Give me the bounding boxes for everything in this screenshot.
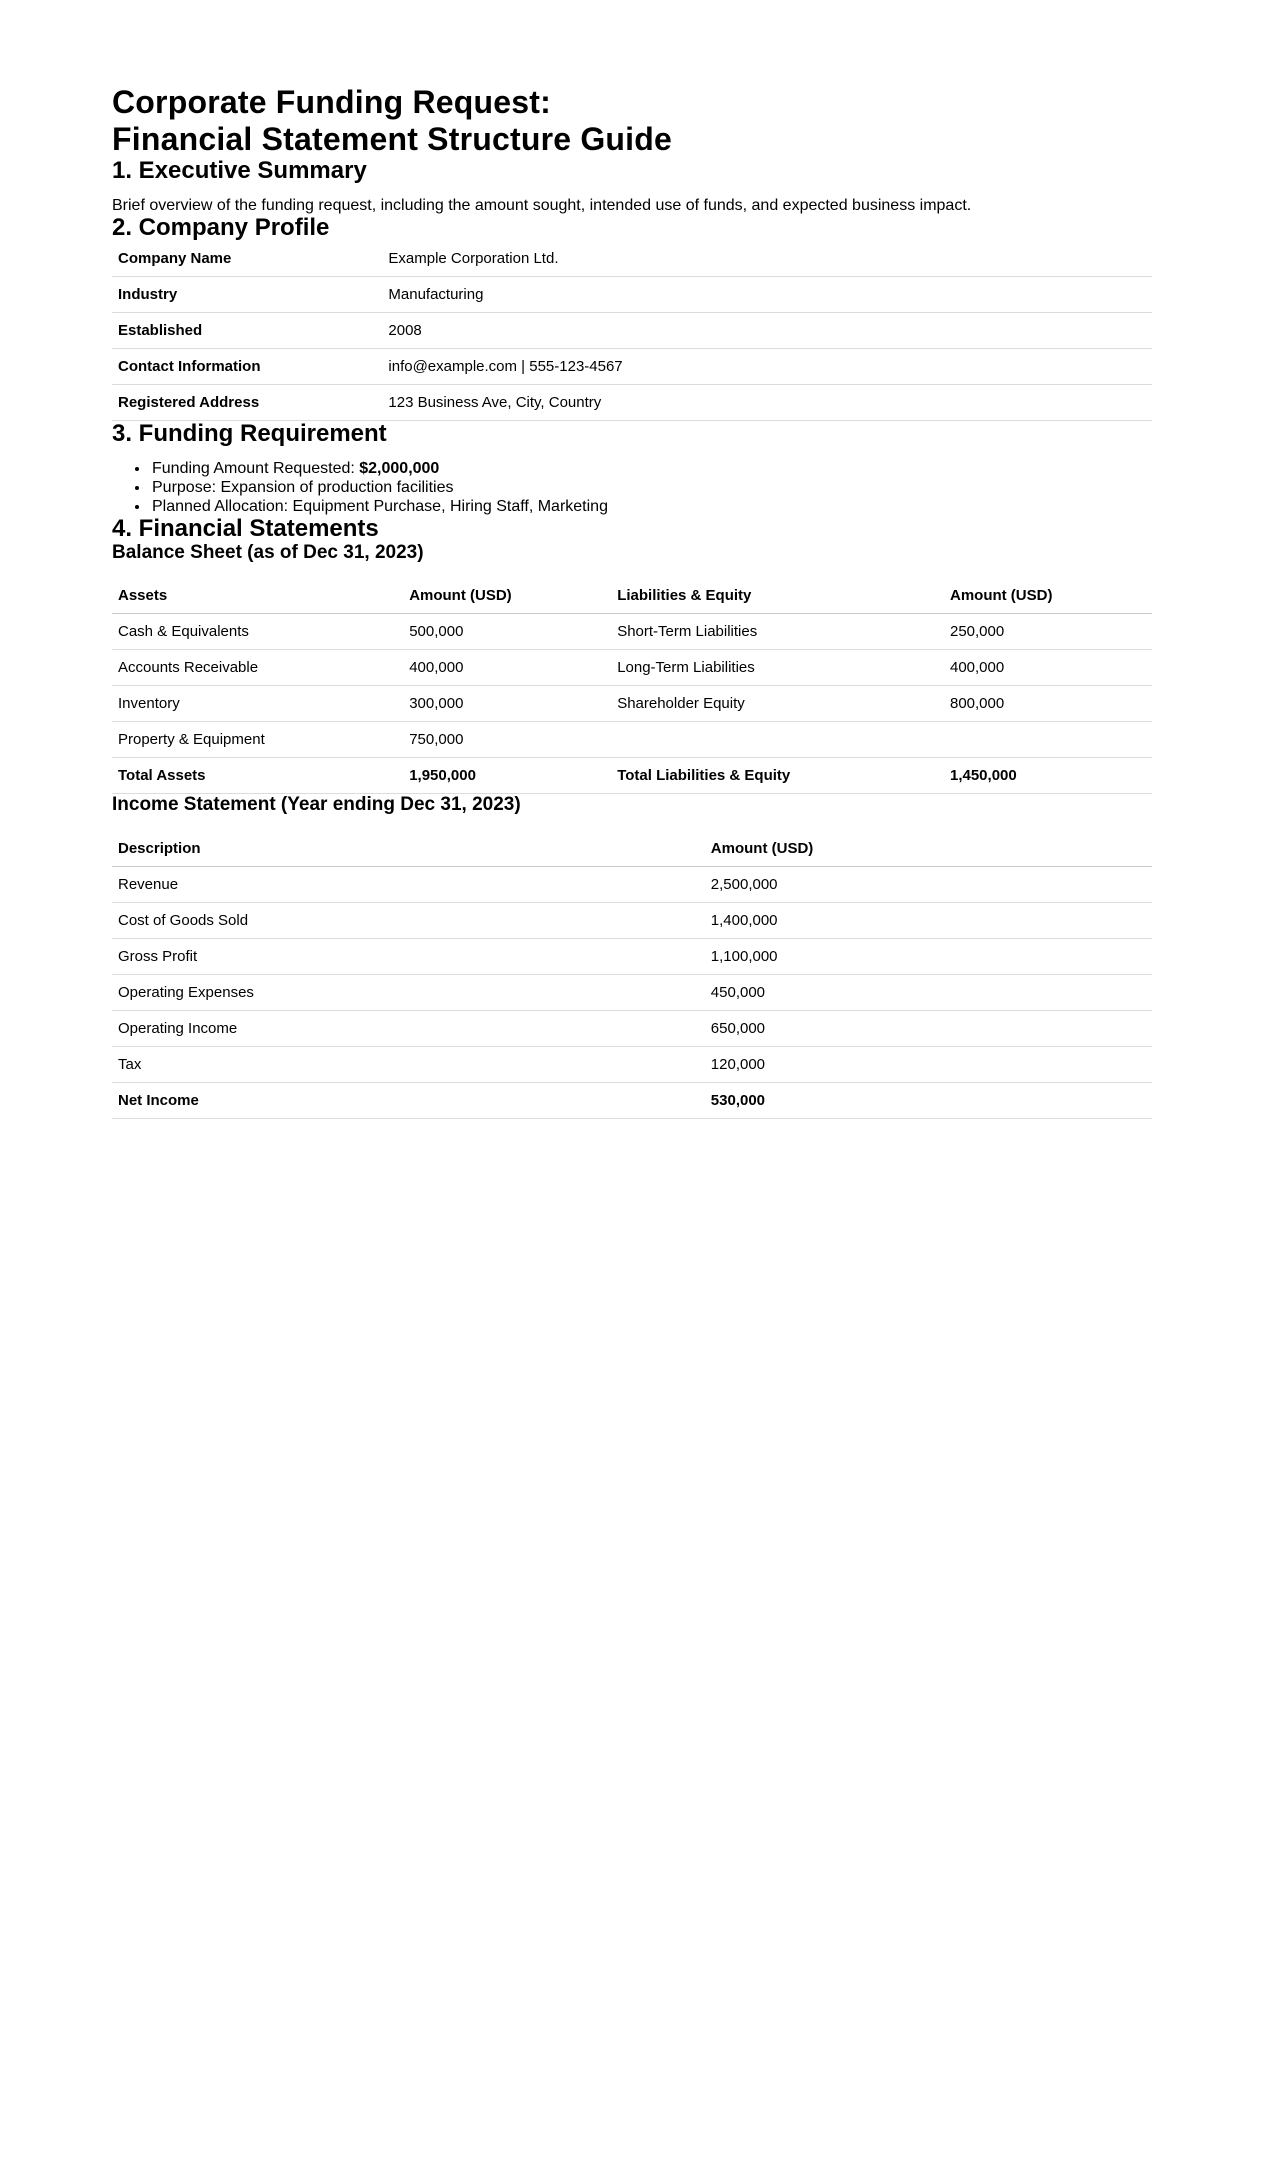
income-line-description: Tax: [118, 1056, 142, 1073]
balance-sheet-title: Balance Sheet (as of Dec 31, 2023): [112, 542, 424, 563]
asset-name: Property & Equipment: [118, 731, 265, 748]
asset-amount: 300,000: [409, 695, 464, 712]
table-row: [112, 385, 1152, 421]
funding-amount-value: $2,000,000: [359, 460, 440, 477]
liability-name: [611, 722, 944, 758]
asset-amount: 750,000: [409, 731, 464, 748]
section-heading-executive-summary: 1. Executive Summary: [112, 157, 367, 184]
income-line-description: Cost of Goods Sold: [118, 912, 249, 929]
income-line-description: Operating Expenses: [118, 984, 254, 1001]
income-line-amount: 450,000: [710, 984, 766, 1001]
net-income-label: Net Income: [118, 1092, 199, 1109]
income-statement-title: Income Statement (Year ending Dec 31, 2023): [112, 794, 521, 815]
column-header-amount-usd: Amount (USD): [409, 587, 512, 604]
document-title-line1: Corporate Funding Request:: [112, 84, 551, 120]
table-row: [112, 939, 1152, 975]
company-profile-table: [112, 241, 1152, 421]
table-row: [112, 241, 1152, 277]
liability-name: Long-Term Liabilities: [617, 659, 755, 676]
table-row: [112, 650, 1152, 686]
funding-amount-label: Funding Amount Requested:: [152, 460, 360, 477]
contact-information-label: Contact Information: [118, 358, 261, 375]
column-header-assets: Assets: [118, 587, 168, 604]
balance-sheet-total-row: [112, 758, 1152, 794]
list-item: [150, 478, 1152, 497]
income-line-amount: 2,500,000: [710, 876, 778, 893]
table-row: [112, 1011, 1152, 1047]
table-header-row: [112, 831, 1152, 867]
income-line-description: Gross Profit: [118, 948, 198, 965]
contact-information-value: info@example.com | 555-123-4567: [388, 358, 623, 375]
registered-address-value: 123 Business Ave, City, Country: [388, 394, 602, 411]
income-line-description: Operating Income: [118, 1020, 238, 1037]
total-assets-amount: 1,950,000: [409, 767, 476, 784]
table-row: [112, 614, 1152, 650]
table-row: [112, 349, 1152, 385]
section-heading-funding-requirement: 3. Funding Requirement: [112, 420, 387, 447]
column-header-amount-usd: Amount (USD): [710, 840, 814, 857]
column-header-liabilities-equity: Liabilities & Equity: [617, 587, 752, 604]
liability-amount: 800,000: [949, 695, 1005, 712]
column-header-amount-usd: Amount (USD): [949, 587, 1053, 604]
funding-requirement-list: [112, 459, 1152, 516]
registered-address-label: Registered Address: [118, 394, 260, 411]
asset-amount: 400,000: [409, 659, 464, 676]
document-title: [112, 84, 1152, 158]
industry-value: Manufacturing: [388, 286, 484, 303]
section-heading-company-profile: 2. Company Profile: [112, 214, 330, 241]
section-heading-financial-statements: 4. Financial Statements: [112, 515, 379, 542]
income-line-amount: 120,000: [710, 1056, 766, 1073]
table-row: [112, 313, 1152, 349]
liability-name: Shareholder Equity: [617, 695, 745, 712]
total-assets-label: Total Assets: [118, 767, 206, 784]
income-line-amount: 1,400,000: [710, 912, 778, 929]
list-item: [150, 459, 1152, 478]
funding-allocation: Planned Allocation: Equipment Purchase, Hiring Staff, Marketing: [152, 498, 608, 515]
asset-name: Inventory: [118, 695, 180, 712]
total-liabilities-equity-amount: 1,450,000: [949, 767, 1017, 784]
liability-amount: 400,000: [949, 659, 1005, 676]
list-item: [150, 497, 1152, 516]
document-title-line2: Financial Statement Structure Guide: [112, 121, 672, 157]
income-line-amount: 650,000: [710, 1020, 766, 1037]
industry-label: Industry: [118, 286, 178, 303]
table-row: [112, 975, 1152, 1011]
table-row: [112, 867, 1152, 903]
table-row: [112, 722, 1152, 758]
liability-amount: [944, 722, 1152, 758]
total-liabilities-equity-label: Total Liabilities & Equity: [617, 767, 791, 784]
asset-name: Accounts Receivable: [118, 659, 259, 676]
established-label: Established: [118, 322, 203, 339]
liability-name: Short-Term Liabilities: [617, 623, 758, 640]
income-line-amount: 1,100,000: [710, 948, 778, 965]
net-income-row: [112, 1083, 1152, 1119]
liability-amount: 250,000: [949, 623, 1005, 640]
established-value: 2008: [388, 322, 422, 339]
table-row: [112, 903, 1152, 939]
asset-name: Cash & Equivalents: [118, 623, 249, 640]
income-line-description: Revenue: [118, 876, 179, 893]
table-row: [112, 277, 1152, 313]
income-statement-table: [112, 831, 1152, 1119]
executive-summary-text: Brief overview of the funding request, including the amount sought, intended use of funds, and expected business impact.: [112, 197, 972, 214]
table-row: [112, 1047, 1152, 1083]
net-income-amount: 530,000: [710, 1092, 766, 1109]
table-header-row: [112, 578, 1152, 614]
company-name-value: Example Corporation Ltd.: [388, 250, 559, 267]
asset-amount: 500,000: [409, 623, 464, 640]
balance-sheet-table: [112, 578, 1152, 794]
funding-purpose: Purpose: Expansion of production facilities: [152, 479, 454, 496]
company-name-label: Company Name: [118, 250, 232, 267]
column-header-description: Description: [118, 840, 201, 857]
table-row: [112, 686, 1152, 722]
